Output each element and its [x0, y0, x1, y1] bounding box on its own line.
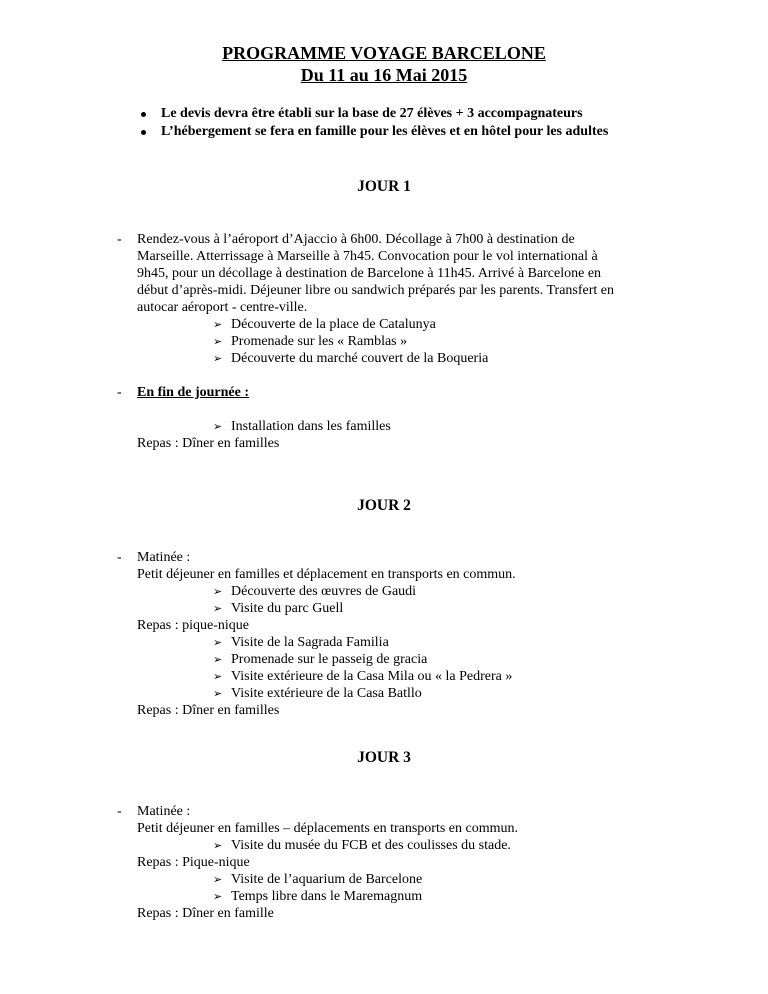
day2-morning-label: Matinée :: [137, 550, 191, 565]
day3-activity: Visite de l’aquarium de Barcelone: [231, 872, 423, 887]
day1-evening-activity: Installation dans les familles: [231, 419, 391, 434]
day1-paragraph-line: début d’après-midi. Déjeuner libre ou sandwich préparés par les parents. Transfert en: [137, 283, 615, 298]
arrowhead-bullet-icon: ➢: [213, 585, 223, 598]
day2-activity: Visite extérieure de la Casa Batllo: [231, 686, 422, 701]
arrowhead-bullet-icon: ➢: [213, 636, 223, 649]
day3-dinner: Repas : Dîner en famille: [137, 906, 274, 921]
arrowhead-bullet-icon: ➢: [213, 873, 223, 886]
arrowhead-bullet-icon: ➢: [213, 420, 223, 433]
arrowhead-bullet-icon: ➢: [213, 602, 223, 615]
day1-activity: Découverte de la place de Catalunya: [231, 317, 436, 332]
arrowhead-bullet-icon: ➢: [213, 653, 223, 666]
list-dash: -: [117, 550, 122, 565]
arrowhead-bullet-icon: ➢: [213, 335, 223, 348]
day2-dinner: Repas : Dîner en familles: [137, 703, 280, 718]
document-dates: Du 11 au 16 Mai 2015: [300, 65, 468, 85]
bullet-icon: [141, 112, 146, 117]
day3-breakfast: Petit déjeuner en familles – déplacements en transports en commun.: [137, 821, 518, 836]
day1-activity: Promenade sur les « Ramblas »: [231, 334, 408, 349]
day3-activity: Visite du musée du FCB et des coulisses du stade.: [231, 838, 511, 853]
day2-title: JOUR 2: [357, 497, 411, 514]
day2-activity: Découverte des œuvres de Gaudi: [231, 584, 417, 599]
day2-breakfast: Petit déjeuner en familles et déplacement en transports en commun.: [137, 567, 516, 582]
arrowhead-bullet-icon: ➢: [213, 687, 223, 700]
day3-morning-label: Matinée :: [137, 804, 191, 819]
day1-title: JOUR 1: [357, 178, 411, 195]
list-dash: -: [117, 385, 122, 400]
arrowhead-bullet-icon: ➢: [213, 839, 223, 852]
day2-activity: Visite de la Sagrada Familia: [231, 635, 389, 650]
day1-meal: Repas : Dîner en familles: [137, 436, 280, 451]
day1-paragraph-line: autocar aéroport - centre-ville.: [137, 300, 308, 315]
day1-paragraph-line: Rendez-vous à l’aéroport d’Ajaccio à 6h00. Décollage à 7h00 à destination de: [137, 232, 575, 247]
day2-lunch: Repas : pique-nique: [137, 618, 249, 633]
bullet-icon: [141, 130, 146, 135]
day1-paragraph-line: Marseille. Atterrissage à Marseille à 7h45. Convocation pour le vol international à: [137, 249, 598, 264]
day1-paragraph-line: 9h45, pour un décollage à destination de Barcelone à 11h45. Arrivé à Barcelone en: [137, 266, 602, 281]
day2-activity: Promenade sur le passeig de gracia: [231, 652, 428, 667]
list-dash: -: [117, 232, 122, 247]
day3-lunch: Repas : Pique-nique: [137, 855, 250, 870]
intro-bullet-lodging: L’hébergement se fera en famille pour les élèves et en hôtel pour les adultes: [161, 124, 609, 139]
arrowhead-bullet-icon: ➢: [213, 318, 223, 331]
day1-evening-heading: En fin de journée :: [137, 385, 249, 400]
day3-title: JOUR 3: [357, 749, 411, 766]
document-title: PROGRAMME VOYAGE BARCELONE: [222, 43, 546, 63]
arrowhead-bullet-icon: ➢: [213, 890, 223, 903]
day2-activity: Visite du parc Guell: [231, 601, 344, 616]
day2-activity: Visite extérieure de la Casa Mila ou « la Pedrera »: [231, 669, 513, 684]
intro-bullet-quota: Le devis devra être établi sur la base de 27 élèves + 3 accompagnateurs: [161, 106, 583, 121]
arrowhead-bullet-icon: ➢: [213, 352, 223, 365]
list-dash: -: [117, 804, 122, 819]
day3-activity: Temps libre dans le Maremagnum: [231, 889, 423, 904]
day1-activity: Découverte du marché couvert de la Boqueria: [231, 351, 489, 366]
arrowhead-bullet-icon: ➢: [213, 670, 223, 683]
